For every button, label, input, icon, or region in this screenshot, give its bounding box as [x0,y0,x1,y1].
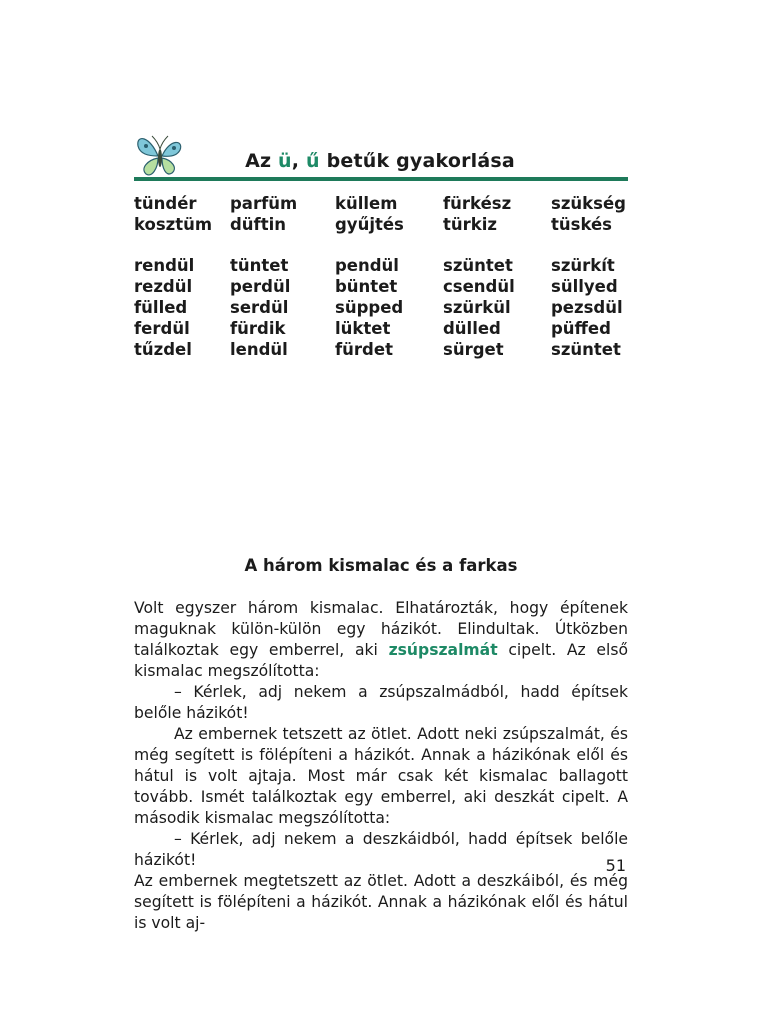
title-letter-u-double-acute: ű [306,150,320,172]
word-row: kosztüm düftin gyűjtés türkiz tüskés [134,215,612,234]
word-row: tűzdel lendül fürdet sürget szüntet [134,340,621,359]
word-row: tündér parfüm küllem fürkész szükség [134,194,626,213]
highlighted-word: zsúpszalmát [388,641,498,659]
story-paragraph: Volt egyszer három kismalac. Elhatározták, hogy építenek maguknak külön-külön egy házikót. Elindultak. Útközben találkoztak egy emberrel, aki zsúpszalmát cipelt. Az első kismalac megszólította: [134,599,628,680]
story-dialogue: – Kérlek, adj nekem a zsúpszalmádból, hadd építsek belőle házikót! [134,683,628,722]
butterfly-icon [132,132,186,178]
word-grid [134,193,631,360]
word-row: rezdül perdül büntet csendül süllyed [134,277,618,296]
story-text [134,598,628,934]
story-paragraph: Az embernek megtetszett az ötlet. Adott a deszkáiból, és még segített is fölépíteni a házikót. Annak a házikónak elől és hátul is volt aj- [134,872,628,932]
story-dialogue: – Kérlek, adj nekem a deszkáidból, hadd építsek belőle házikót! [134,830,628,869]
story-paragraph: Az embernek tetszett az ötlet. Adott neki zsúpszalmát, és még segített is fölépíteni a házikót. Annak a házikónak elől és hátul is volt ajtaja. Most már csak két kismalac ballagott tovább. Ismét találkoztak egy emberrel, aki deszkát cipelt. A második kismalac megszólította: [134,725,628,827]
title-underline-rule [134,177,628,181]
page-number: 51 [605,856,626,875]
title-letter-u-umlaut: ü [278,150,292,172]
word-row: ferdül fürdik lüktet dülled püffed [134,319,611,338]
word-row: rendül tüntet pendül szüntet szürkít [134,256,615,275]
word-row: fülled serdül süpped szürkül pezsdül [134,298,623,317]
story-title: A három kismalac és a farkas [244,556,518,575]
page-title: Az ü, ű betűk gyakorlása [245,150,515,172]
